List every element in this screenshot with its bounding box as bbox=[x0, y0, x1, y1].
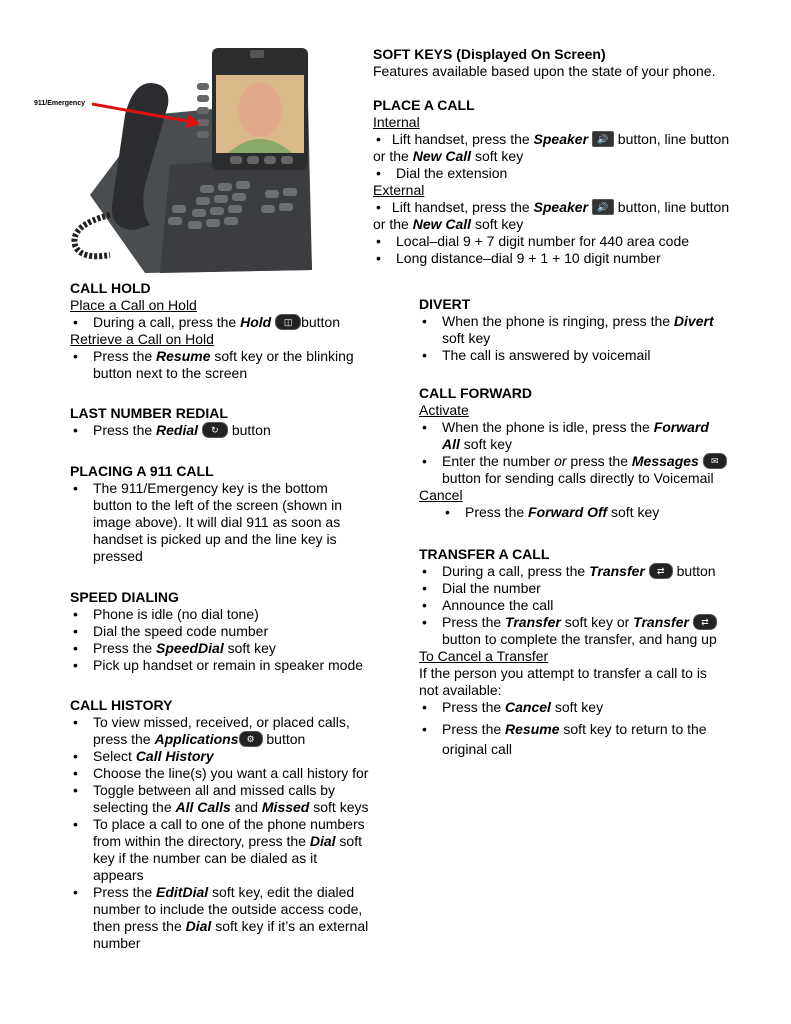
place-call-heading: PLACE A CALL bbox=[373, 97, 475, 113]
redial-heading: LAST NUMBER REDIAL bbox=[70, 405, 228, 421]
list-item: • Enter the number or press the Messages ✉ button for sending calls directly to Voicemail bbox=[419, 453, 729, 487]
call911-heading: PLACING A 911 CALL bbox=[70, 463, 214, 479]
list-item: • During a call, press the Hold ◫ button bbox=[70, 314, 370, 331]
list-item: • Dial the extension bbox=[373, 165, 743, 182]
callout-arrow bbox=[92, 100, 202, 130]
list-item: • Choose the line(s) you want a call history for bbox=[70, 765, 370, 782]
list-item: • Announce the call bbox=[419, 597, 729, 614]
list-item: • The call is answered by voicemail bbox=[419, 347, 729, 364]
soft-keys-desc: Features available based upon the state of your phone. bbox=[373, 63, 716, 79]
left-column bbox=[70, 280, 370, 952]
list-item: • Press the Resume soft key to return to the original call bbox=[419, 719, 729, 759]
transfer-heading: TRANSFER A CALL bbox=[419, 546, 550, 562]
right-column bbox=[419, 296, 729, 759]
list-item: • To view missed, received, or placed calls, press the Applications ⚙ button bbox=[70, 714, 370, 748]
cancel-transfer-subheading: To Cancel a Transfer bbox=[419, 648, 549, 664]
list-item: • Press the EditDial soft key, edit the dialed number to include the outside access code, then press the Dial soft key if it’s an external number bbox=[70, 884, 370, 952]
list-item: • Long distance–dial 9 + 1 + 10 digit number bbox=[373, 250, 743, 267]
redial-icon: ↻ bbox=[202, 422, 228, 438]
applications-icon: ⚙ bbox=[239, 731, 263, 747]
activate-subheading: Activate bbox=[419, 402, 469, 418]
forward-heading: CALL FORWARD bbox=[419, 385, 533, 401]
list-item: • When the phone is ringing, press the Divert soft key bbox=[419, 313, 729, 347]
list-item: • Press the Forward Off soft key bbox=[442, 504, 729, 521]
messages-icon: ✉ bbox=[703, 453, 727, 469]
list-item: • Press the Redial ↻ button bbox=[70, 422, 370, 439]
speaker-icon: 🔊 bbox=[592, 199, 614, 215]
list-item: • Select Call History bbox=[70, 748, 370, 765]
divert-heading: DIVERT bbox=[419, 296, 471, 312]
list-item: • When the phone is idle, press the Forward All soft key bbox=[419, 419, 729, 453]
call-hold-heading: CALL HOLD bbox=[70, 280, 151, 296]
speaker-icon: 🔊 bbox=[592, 131, 614, 147]
list-item: • To place a call to one of the phone numbers from within the directory, press the Dial soft key if the number can be dialed as it appears bbox=[70, 816, 370, 884]
list-item: • Press the Resume soft key or the blinking button next to the screen bbox=[70, 348, 370, 382]
external-subheading: External bbox=[373, 182, 425, 198]
cancel-transfer-desc: If the person you attempt to transfer a call to is not available: bbox=[419, 665, 707, 698]
list-item: • Dial the number bbox=[419, 580, 729, 597]
list-item: • Toggle between all and missed calls by selecting the All Calls and Missed soft keys bbox=[70, 782, 370, 816]
list-item: • Press the Transfer soft key or Transfer ⇄ button to complete the transfer, and hang up bbox=[419, 614, 729, 648]
hold-subheading: Place a Call on Hold bbox=[70, 297, 197, 313]
ip-phone-image bbox=[50, 45, 315, 275]
history-heading: CALL HISTORY bbox=[70, 697, 173, 713]
list-item: • Lift handset, press the Speaker 🔊 button, line button or the New Call soft key bbox=[373, 199, 730, 232]
transfer-icon: ⇄ bbox=[693, 614, 717, 630]
list-item: • Phone is idle (no dial tone) bbox=[70, 606, 370, 623]
soft-keys-section bbox=[373, 46, 743, 267]
list-item: • Press the SpeedDial soft key bbox=[70, 640, 370, 657]
list-item: • Press the Cancel soft key bbox=[419, 699, 729, 716]
speed-heading: SPEED DIALING bbox=[70, 589, 179, 605]
internal-subheading: Internal bbox=[373, 114, 420, 130]
list-item: • Dial the speed code number bbox=[70, 623, 370, 640]
list-item: • During a call, press the Transfer ⇄ button bbox=[419, 563, 729, 580]
list-item: • Local–dial 9 + 7 digit number for 440 area code bbox=[373, 233, 743, 250]
transfer-icon: ⇄ bbox=[649, 563, 673, 579]
soft-keys-heading: SOFT KEYS (Displayed On Screen) bbox=[373, 46, 606, 62]
list-item: • Lift handset, press the Speaker 🔊 button, line button or the New Call soft key bbox=[373, 131, 730, 164]
list-item: • Pick up handset or remain in speaker mode bbox=[70, 657, 370, 674]
hold-icon: ◫ bbox=[275, 314, 301, 330]
emergency-callout-label: 911/Emergency bbox=[34, 100, 85, 107]
retrieve-subheading: Retrieve a Call on Hold bbox=[70, 331, 214, 347]
list-item: • The 911/Emergency key is the bottom button to the left of the screen (shown in image above). It will dial 911 as soon as handset is picked up and the line key is pressed bbox=[70, 480, 370, 565]
cancel-subheading: Cancel bbox=[419, 487, 463, 503]
